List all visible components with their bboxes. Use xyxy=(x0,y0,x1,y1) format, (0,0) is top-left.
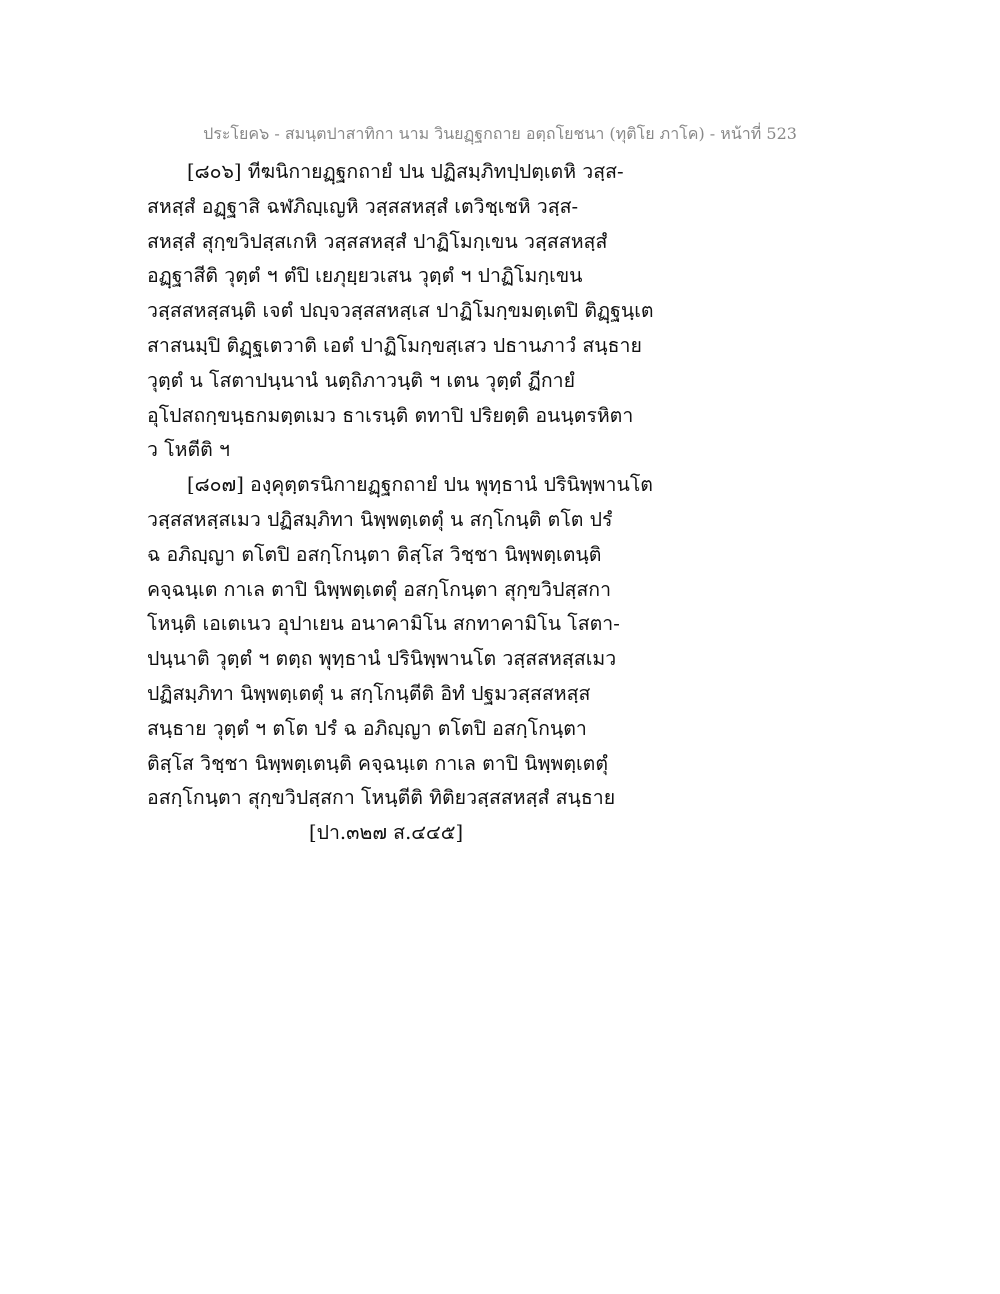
paragraph-807 xyxy=(147,468,867,816)
text-line: ฉ อภิญฺญา ตโตปิ อสกฺโกนฺตา ติสฺโส วิชฺชา นิพฺพตฺเตนฺติ xyxy=(147,542,602,566)
text-line: [๘๐๖] ทีฆนิกายฏฺฐกถายํ ปน ปฏิสมฺภิทปฺปตฺเตหิ วสฺส- xyxy=(187,160,624,183)
text-line: สนฺธาย วุตฺตํ ฯ ตโต ปรํ ฉ อภิญฺญา ตโตปิ อสกฺโกนฺตา xyxy=(147,716,587,740)
running-header: ประโยค๖ - สมนฺตปาสาทิกา นาม วินยฏฺฐกถาย อตฺถโยชนา (ทุติโย ภาโค) - หน้าที่ 523 xyxy=(203,124,797,143)
text-line: สหสฺสํ อฏฺฐาสิ ฉฬภิญฺเญหิ วสฺสสหสฺสํ เตวิชฺเชหิ วสฺส- xyxy=(147,194,579,218)
text-line: วสฺสสหสฺสนฺติ เจตํ ปญฺจวสฺสสหสฺเส ปาฏิโมกฺขมตฺเตปิ ติฏฺฐนฺเต xyxy=(147,299,654,323)
text-line: อุโปสถกฺขนฺธกมตฺตเมว ธาเรนฺติ ตทาปิ ปริยตฺติ อนนฺตรหิตา xyxy=(147,403,634,427)
text-line: อฏฺฐาสีติ วุตฺตํ ฯ ตํปิ เยภุยฺยวเสน วุตฺตํ ฯ ปาฏิโมกฺเขน xyxy=(147,264,583,288)
text-line: คจฺฉนฺเต กาเล ตาปิ นิพฺพตฺเตตุํ อสกฺโกนฺตา สุกฺขวิปสฺสกา xyxy=(147,577,612,601)
page-reference: [ปา.๓๒๗ ส.๔๔๕] xyxy=(309,821,464,845)
text-line: อสกฺโกนฺตา สุกฺขวิปสฺสกา โหนฺตีติ ทิติยวสฺสสหสฺสํ สนฺธาย xyxy=(147,786,616,810)
text-line: สาสนมฺปิ ติฏฺฐเตวาติ เอตํ ปาฏิโมกฺขสฺเสว ปธานภาวํ สนฺธาย xyxy=(147,333,642,357)
text-line: วสฺสสหสฺสเมว ปฏิสมฺภิทา นิพฺพตฺเตตุํ น สกฺโกนฺติ ตโต ปรํ xyxy=(147,507,613,531)
body-text xyxy=(147,155,867,851)
text-line: [๘๐๗] องฺคุตฺตรนิกายฏฺฐกถายํ ปน พุทฺธานํ ปรินิพฺพานโต xyxy=(187,473,653,497)
paragraph-806 xyxy=(147,155,867,468)
text-line: วุตฺตํ น โสตาปนฺนานํ นตฺถิภาวนฺติ ฯ เตน วุตฺตํ ฏีกายํ xyxy=(147,368,576,392)
text-line: ปฏิสมฺภิทา นิพฺพตฺเตตุํ น สกฺโกนฺตีติ อิทํ ปฐมวสฺสสหสฺส xyxy=(147,681,591,705)
text-line: ปนฺนาติ วุตฺตํ ฯ ตตฺถ พุทฺธานํ ปรินิพฺพานโต วสฺสสหสฺสเมว xyxy=(147,647,617,671)
text-line: สหสฺสํ สุกฺขวิปสฺสเกหิ วสฺสสหสฺสํ ปาฏิโมกฺเขน วสฺสสหสฺสํ xyxy=(147,229,608,253)
text-line: ติสฺโส วิชฺชา นิพฺพตฺเตนฺติ คจฺฉนฺเต กาเล ตาปิ นิพฺพตฺเตตุํ xyxy=(147,751,608,775)
text-line: ว โหตีติ ฯ xyxy=(147,438,230,462)
text-line: โหนฺติ เอเตเนว อุปาเยน อนาคามิโน สกทาคามิโน โสตา- xyxy=(147,612,620,636)
